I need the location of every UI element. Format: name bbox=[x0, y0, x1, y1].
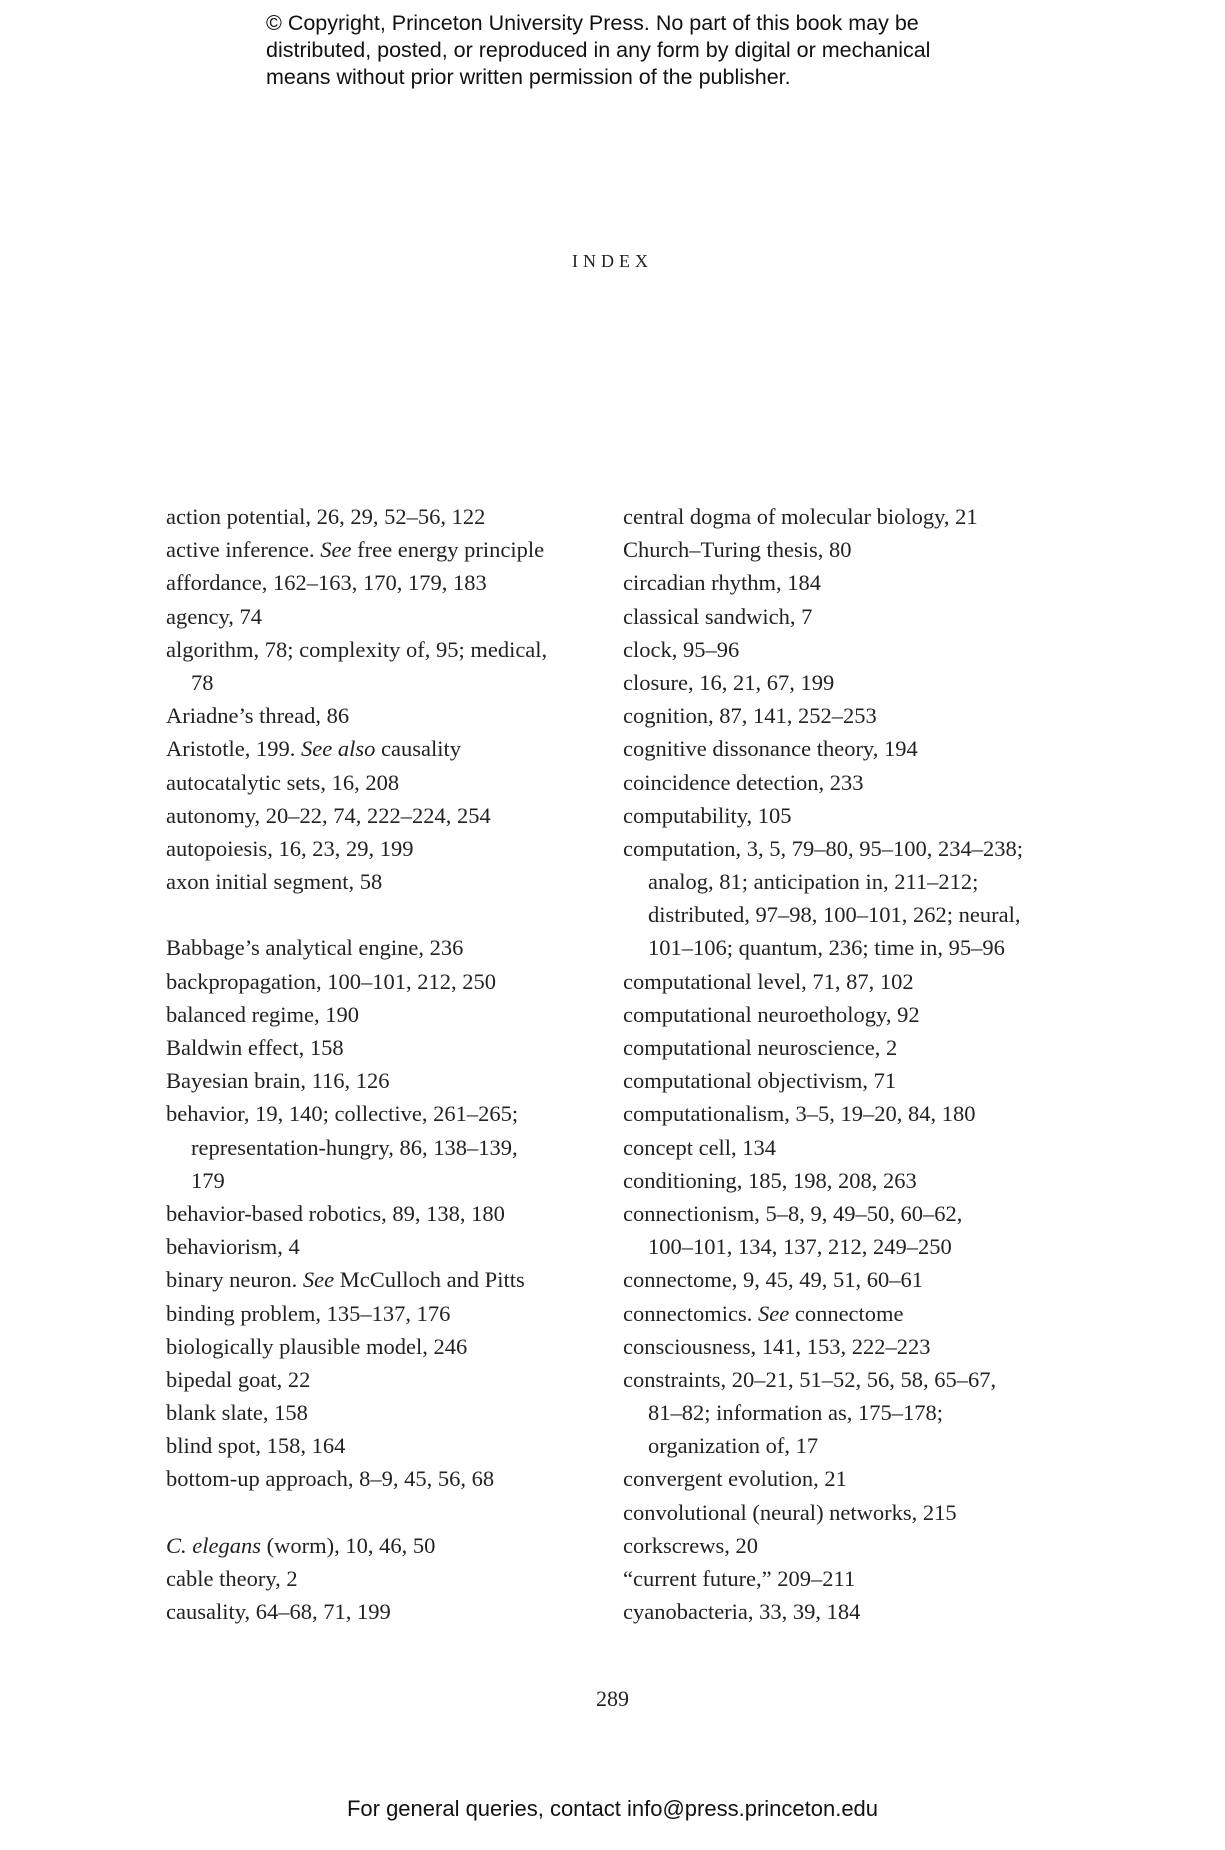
index-entry: cyanobacteria, 33, 39, 184 bbox=[623, 1599, 861, 1625]
index-entry-text: connectome bbox=[789, 1300, 904, 1326]
index-spacer bbox=[166, 1496, 606, 1529]
index-entry: computational neuroscience, 2 bbox=[623, 1035, 898, 1060]
index-entry bbox=[166, 732, 606, 765]
index-entry: cognitive dissonance theory, 194 bbox=[623, 736, 918, 762]
index-entry: coincidence detection, 233 bbox=[623, 769, 864, 795]
index-entry: action potential, 26, 29, 52–56, 122 bbox=[166, 504, 486, 529]
index-entry: Ariadne’s thread, 86 bbox=[166, 703, 350, 729]
index-entry: causality, 64–68, 71, 199 bbox=[166, 1599, 391, 1625]
index-entry: computational neuroethology, 92 bbox=[623, 1001, 920, 1027]
index-entry-crossref: See also bbox=[301, 736, 376, 762]
index-entry-continuation: representation-hungry, 86, 138–139, bbox=[191, 1134, 518, 1160]
index-entry: constraints, 20–21, 51–52, 56, 58, 65–67, bbox=[623, 1366, 997, 1392]
index-entry-text: Aristotle, 199. bbox=[166, 736, 301, 762]
index-entry: bottom-up approach, 8–9, 45, 56, 68 bbox=[166, 1466, 495, 1492]
index-entry-text: connectomics. bbox=[623, 1300, 758, 1326]
index-column-right bbox=[623, 500, 1093, 1628]
index-entry: behaviorism, 4 bbox=[166, 1234, 300, 1260]
index-entry bbox=[623, 1297, 1093, 1330]
index-entry: blind spot, 158, 164 bbox=[166, 1433, 346, 1459]
index-entry-text: causality bbox=[375, 736, 461, 762]
index-entry bbox=[166, 1529, 606, 1562]
index-entry: balanced regime, 190 bbox=[166, 1001, 360, 1027]
index-entry-continuation: 100–101, 134, 137, 212, 249–250 bbox=[648, 1234, 952, 1260]
index-column-left bbox=[166, 500, 606, 1628]
index-entry: cognition, 87, 141, 252–253 bbox=[623, 703, 877, 729]
index-entry-crossref: C. elegans bbox=[166, 1532, 261, 1558]
index-entry: computational level, 71, 87, 102 bbox=[623, 968, 914, 994]
index-entry: circadian rhythm, 184 bbox=[623, 570, 822, 596]
index-spacer bbox=[166, 898, 606, 931]
index-entry: concept cell, 134 bbox=[623, 1134, 777, 1160]
index-entry: computation, 3, 5, 79–80, 95–100, 234–238; bbox=[623, 835, 1023, 861]
index-entry: “current future,” 209–211 bbox=[623, 1566, 856, 1591]
index-entry: axon initial segment, 58 bbox=[166, 869, 383, 895]
index-entry: computability, 105 bbox=[623, 802, 792, 828]
index-entry: central dogma of molecular biology, 21 bbox=[623, 504, 978, 529]
index-entry: Baldwin effect, 158 bbox=[166, 1035, 344, 1060]
index-entry-continuation: 179 bbox=[191, 1167, 225, 1193]
index-entry: autocatalytic sets, 16, 208 bbox=[166, 769, 400, 795]
index-entry-continuation: 81–82; information as, 175–178; bbox=[648, 1400, 943, 1426]
index-entry: autonomy, 20–22, 74, 222–224, 254 bbox=[166, 802, 491, 828]
index-entry: Bayesian brain, 116, 126 bbox=[166, 1068, 390, 1094]
index-entry-crossref: See bbox=[757, 1300, 790, 1326]
page-title: index bbox=[572, 244, 653, 273]
index-entry: autopoiesis, 16, 23, 29, 199 bbox=[166, 835, 414, 861]
index-entry: biologically plausible model, 246 bbox=[166, 1333, 468, 1359]
index-entry: Babbage’s analytical engine, 236 bbox=[166, 935, 464, 961]
index-entry: connectionism, 5–8, 9, 49–50, 60–62, bbox=[623, 1200, 963, 1226]
index-entry: conditioning, 185, 198, 208, 263 bbox=[623, 1167, 917, 1193]
index-entry: consciousness, 141, 153, 222–223 bbox=[623, 1333, 931, 1359]
index-entry: agency, 74 bbox=[166, 603, 262, 629]
index-entry: bipedal goat, 22 bbox=[166, 1366, 311, 1392]
footer-contact: For general queries, contact info@press.princeton.edu bbox=[346, 1796, 879, 1821]
index-entry-crossref: See bbox=[302, 1267, 335, 1293]
copyright-notice bbox=[266, 10, 986, 91]
index-entry-text: binary neuron. bbox=[166, 1267, 303, 1293]
copyright-line: © Copyright, Princeton University Press. No part of this book may be bbox=[266, 11, 919, 35]
index-entry: cable theory, 2 bbox=[166, 1566, 298, 1591]
index-entry-continuation: 101–106; quantum, 236; time in, 95–96 bbox=[648, 935, 1005, 961]
page-number: 289 bbox=[596, 1686, 629, 1711]
index-entry: behavior-based robotics, 89, 138, 180 bbox=[166, 1200, 505, 1226]
index-entry: binding problem, 135–137, 176 bbox=[166, 1300, 451, 1326]
index-entry: affordance, 162–163, 170, 179, 183 bbox=[166, 570, 487, 596]
index-entry: convolutional (neural) networks, 215 bbox=[623, 1499, 957, 1525]
index-entry: convergent evolution, 21 bbox=[623, 1466, 847, 1492]
index-entry-text: free energy principle bbox=[351, 537, 545, 563]
index-entry: connectome, 9, 45, 49, 51, 60–61 bbox=[623, 1267, 923, 1293]
index-entry: algorithm, 78; complexity of, 95; medical, bbox=[166, 636, 548, 662]
index-entry bbox=[166, 1263, 606, 1296]
copyright-line: means without prior written permission of the publisher. bbox=[266, 65, 791, 89]
index-entry: corkscrews, 20 bbox=[623, 1532, 758, 1558]
index-entry-text: active inference. bbox=[166, 537, 321, 563]
index-entry-continuation: 78 bbox=[191, 669, 214, 695]
index-entry-continuation: distributed, 97–98, 100–101, 262; neural, bbox=[648, 902, 1021, 928]
index-entry: closure, 16, 21, 67, 199 bbox=[623, 669, 835, 695]
index-entry: classical sandwich, 7 bbox=[623, 603, 813, 629]
index-entry-text: (worm), 10, 46, 50 bbox=[261, 1532, 436, 1558]
index-entry: clock, 95–96 bbox=[623, 636, 740, 662]
index-entry: Church–Turing thesis, 80 bbox=[623, 537, 852, 563]
index-entry-continuation: analog, 81; anticipation in, 211–212; bbox=[648, 869, 979, 895]
index-entry: blank slate, 158 bbox=[166, 1400, 308, 1426]
index-entry-continuation: organization of, 17 bbox=[648, 1433, 819, 1459]
index-entry: computationalism, 3–5, 19–20, 84, 180 bbox=[623, 1101, 976, 1127]
copyright-line: distributed, posted, or reproduced in any form by digital or mechanical bbox=[266, 38, 931, 62]
index-entry-crossref: See bbox=[320, 537, 352, 563]
index-entry: behavior, 19, 140; collective, 261–265; bbox=[166, 1101, 519, 1127]
index-entry-text: McCulloch and Pitts bbox=[334, 1267, 525, 1293]
index-entry: backpropagation, 100–101, 212, 250 bbox=[166, 968, 496, 994]
index-entry bbox=[166, 533, 606, 566]
index-entry: computational objectivism, 71 bbox=[623, 1068, 897, 1094]
